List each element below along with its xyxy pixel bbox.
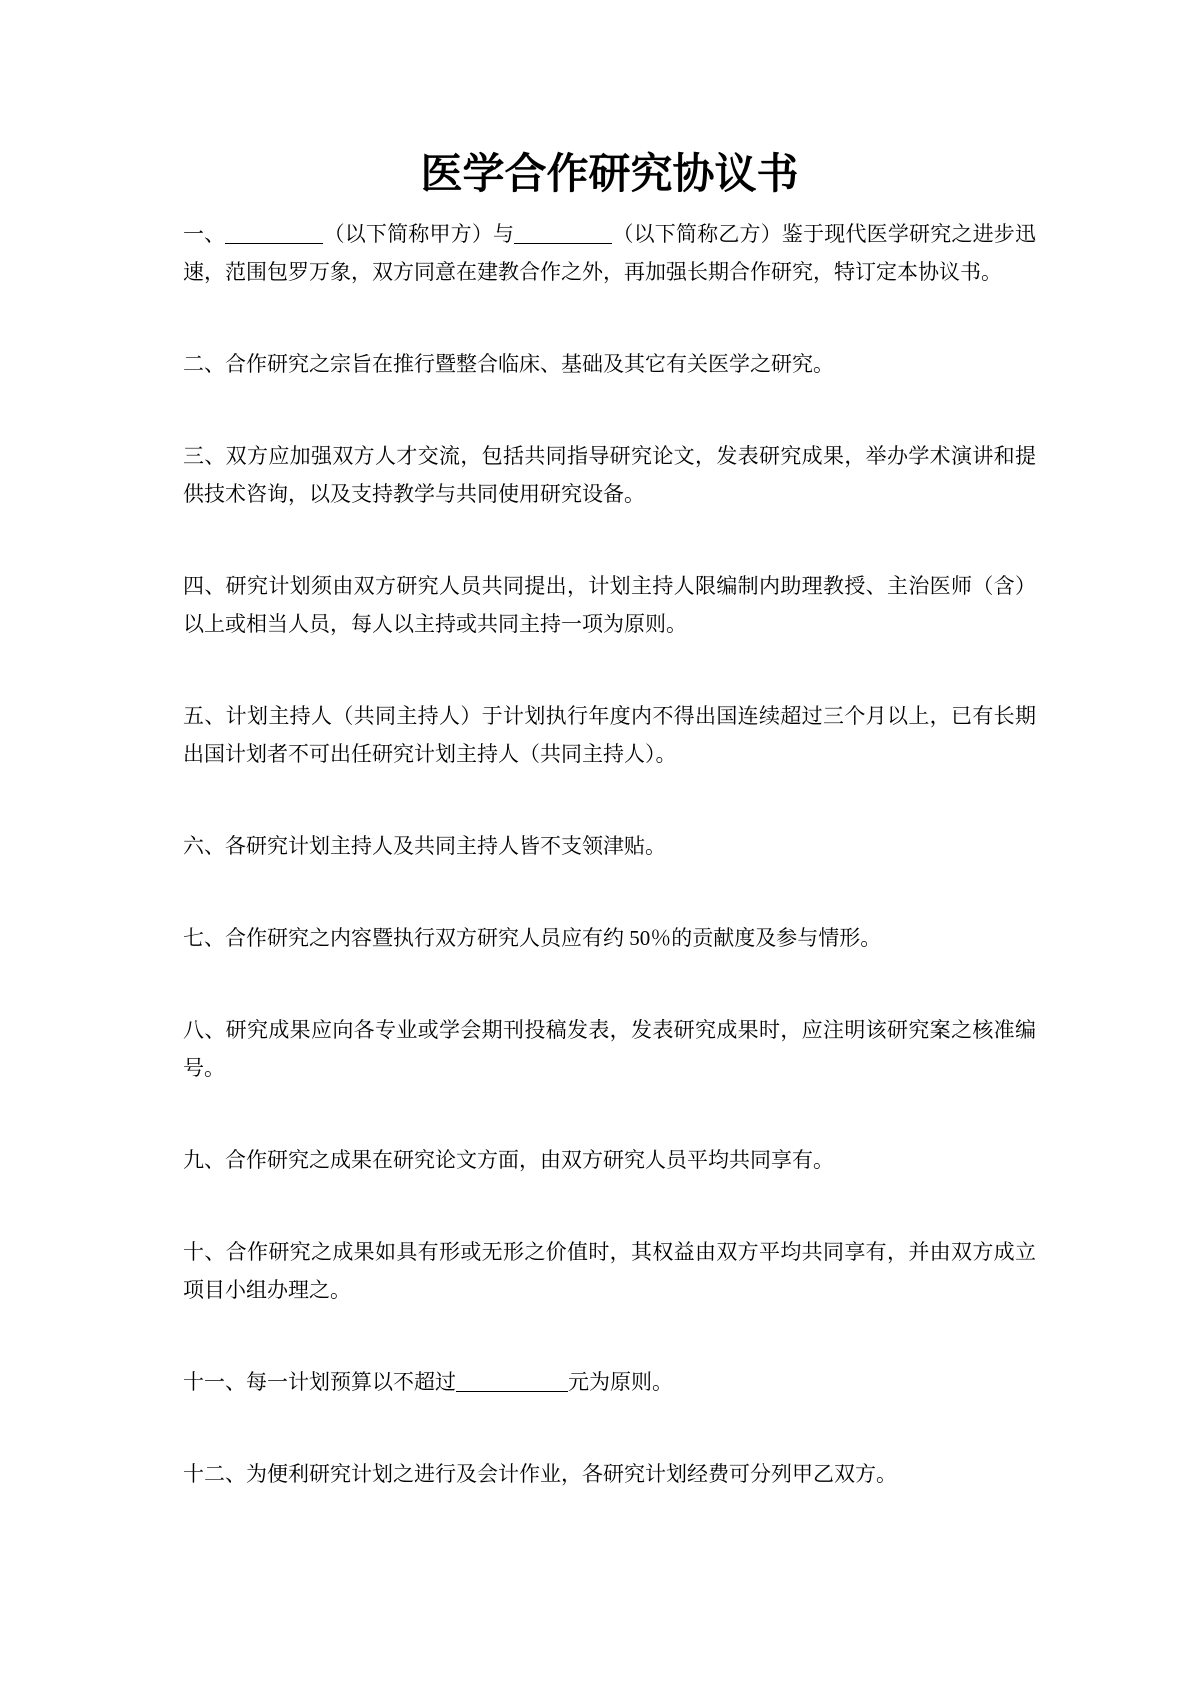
blank-field-budget-amount[interactable] [456,1369,568,1392]
clause-12: 十二、为便利研究计划之进行及会计作业，各研究计划经费可分列甲乙双方。 [183,1462,897,1486]
clause-3: 三、双方应加强双方人才交流，包括共同指导研究论文，发表研究成果，举办学术演讲和提供技术咨询，以及支持教学与共同使用研究设备。 [183,444,1036,506]
clause-7: 七、合作研究之内容暨执行双方研究人员应有约 50％的贡献度及参与情形。 [183,926,882,950]
clause-4: 四、研究计划须由双方研究人员共同提出，计划主持人限编制内助理教授、主治医师（含）以上或相当人员，每人以主持或共同主持一项为原则。 [183,574,1036,636]
clause-10: 十、合作研究之成果如具有形或无形之价值时，其权益由双方平均共同享有，并由双方成立项目小组办理之。 [183,1240,1036,1302]
clause-11 [183,1363,1036,1401]
document-title: 医学合作研究协议书 [420,152,799,198]
clause-1-tail: （以下简称乙方）鉴于现代医学研究之进步迅速，范围包罗万象，双方同意在建教合作之外，再加强长期合作研究，特订定本协议书。 [183,222,1036,284]
blank-field-party-b[interactable] [514,221,612,244]
clause-11-tail: 元为原则。 [568,1370,673,1394]
clause-5: 五、计划主持人（共同主持人）于计划执行年度内不得出国连续超过三个月以上，已有长期出国计划者不可出任研究计划主持人（共同主持人）。 [183,704,1036,766]
document-content [183,0,1036,1493]
clause-11-lead: 十一、每一计划预算以不超过 [183,1370,456,1394]
clause-1-middle: （以下简称甲方）与 [323,222,515,246]
blank-field-party-a[interactable] [225,221,323,244]
clause-8: 八、研究成果应向各专业或学会期刊投稿发表，发表研究成果时，应注明该研究案之核准编号。 [183,1018,1036,1080]
clause-6: 六、各研究计划主持人及共同主持人皆不支领津贴。 [183,834,666,858]
clause-1 [183,215,1036,291]
clause-2: 二、合作研究之宗旨在推行暨整合临床、基础及其它有关医学之研究。 [183,352,834,376]
clause-1-lead: 一、 [183,222,226,246]
clause-9: 九、合作研究之成果在研究论文方面，由双方研究人员平均共同享有。 [183,1148,834,1172]
